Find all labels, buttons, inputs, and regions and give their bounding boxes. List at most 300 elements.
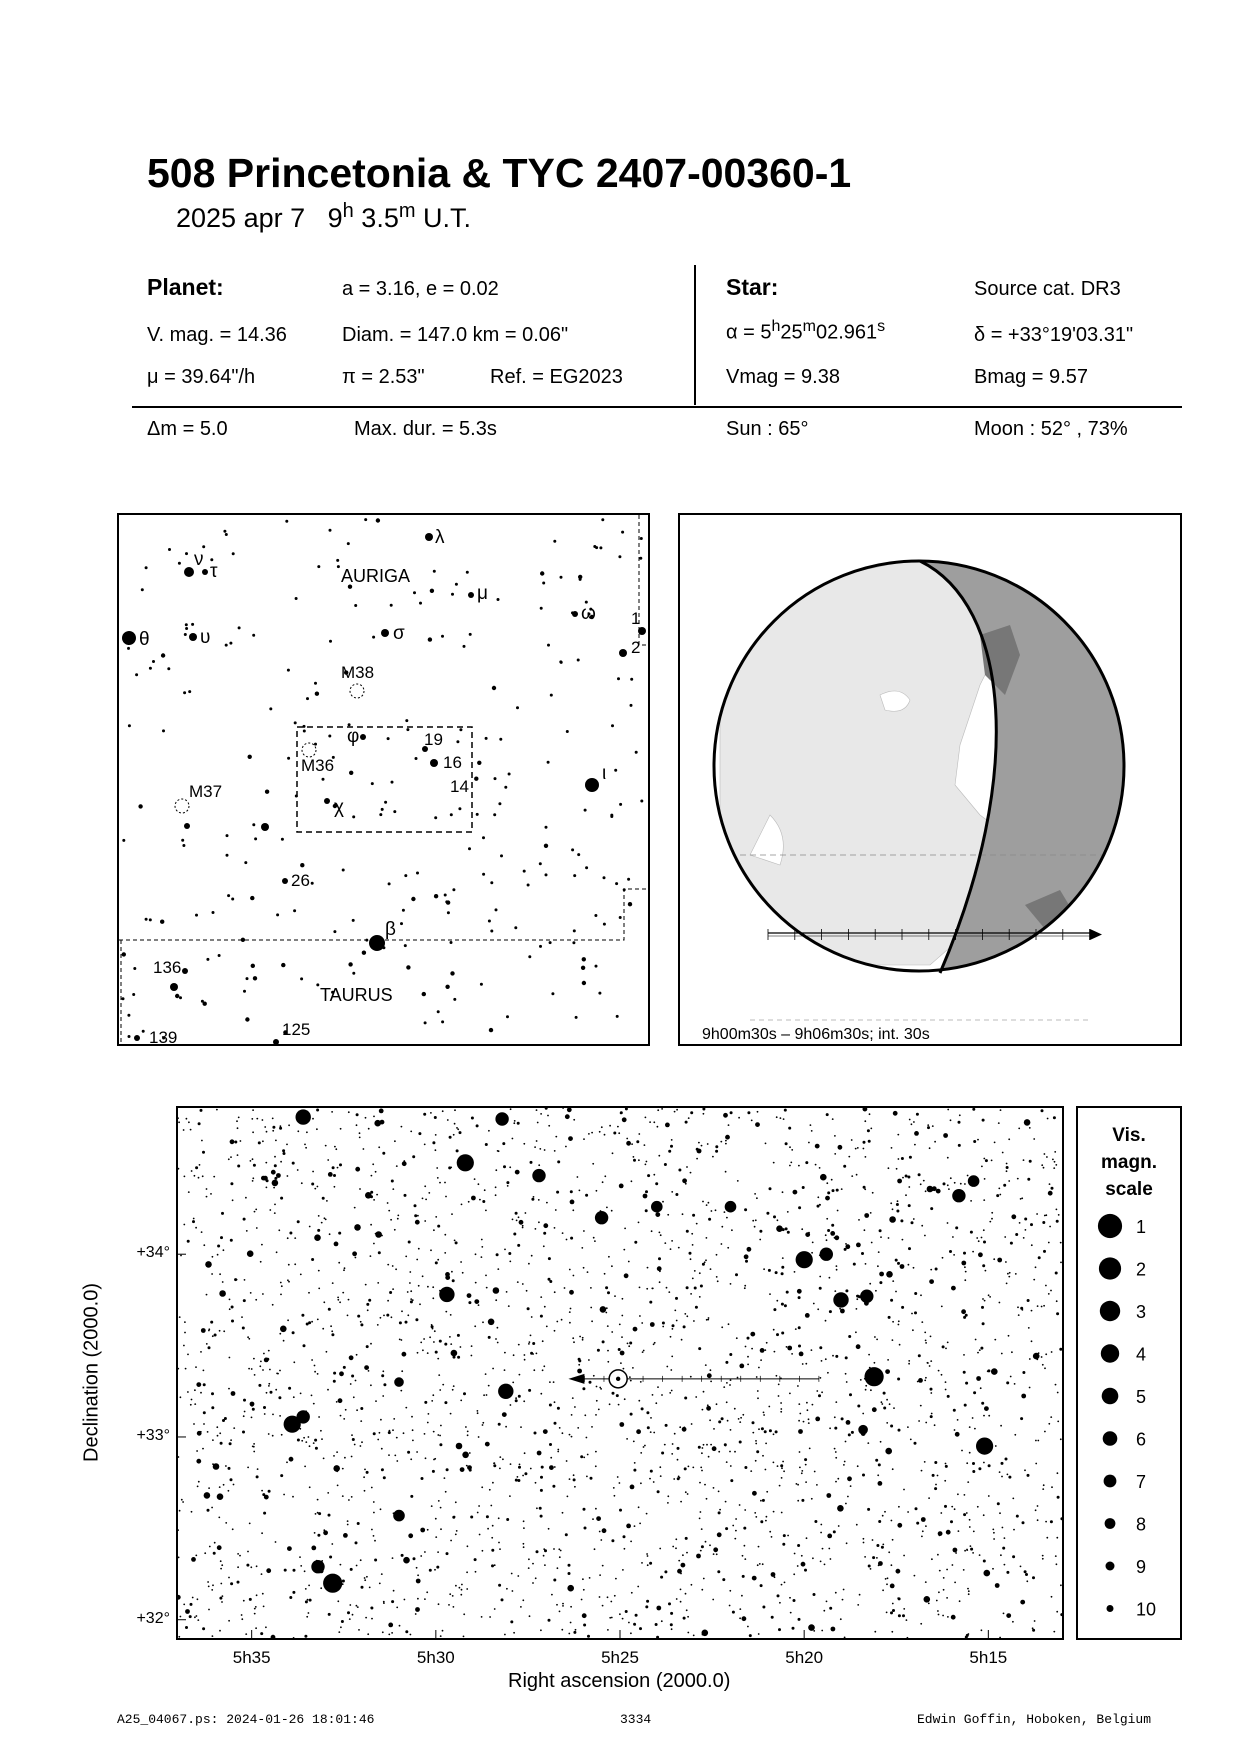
- field-star: [476, 813, 479, 816]
- field-star: [729, 1605, 731, 1607]
- field-star: [376, 518, 380, 522]
- star-lambda: [425, 533, 433, 541]
- field-star: [517, 1476, 519, 1478]
- field-star: [451, 593, 454, 596]
- field-star: [486, 1287, 488, 1289]
- field-star: [455, 1241, 458, 1244]
- field-star: [517, 1575, 519, 1577]
- field-star: [1018, 1314, 1020, 1316]
- field-star: [371, 1487, 373, 1489]
- field-star: [431, 1505, 433, 1507]
- field-star: [863, 1141, 866, 1144]
- field-star: [562, 1432, 564, 1434]
- field-star: [245, 1197, 247, 1199]
- field-star: [343, 1366, 346, 1369]
- field-star: [482, 1550, 484, 1552]
- field-star: [638, 1506, 640, 1508]
- field-star: [481, 1256, 483, 1258]
- field-star: [841, 1417, 844, 1420]
- field-star: [607, 1350, 609, 1352]
- field-star: [955, 1226, 958, 1229]
- field-star: [780, 1402, 782, 1404]
- field-star: [195, 1555, 197, 1557]
- field-star: [565, 1533, 568, 1536]
- field-star: [831, 1179, 833, 1181]
- field-star: [183, 691, 186, 694]
- field-star: [276, 913, 279, 916]
- field-star: [382, 1395, 384, 1397]
- field-star: [936, 1600, 938, 1602]
- field-star: [910, 1439, 912, 1441]
- field-star: [294, 1237, 296, 1239]
- field-star: [300, 1274, 302, 1276]
- field-star: [856, 1243, 861, 1248]
- field-star: [288, 1387, 291, 1390]
- field-star: [664, 1570, 667, 1573]
- field-star: [579, 578, 582, 581]
- field-star: [447, 1119, 449, 1121]
- field-star: [413, 1557, 416, 1560]
- field-star: [554, 1330, 556, 1332]
- field-star: [801, 1555, 803, 1557]
- field-star: [874, 1631, 876, 1633]
- field-star: [1055, 1384, 1057, 1386]
- field-star: [410, 1131, 412, 1133]
- field-star: [237, 1154, 239, 1156]
- field-star: [996, 1194, 999, 1197]
- field-star: [512, 1138, 514, 1140]
- field-star: [939, 1535, 941, 1537]
- field-star: [559, 1611, 561, 1613]
- field-star: [763, 1414, 765, 1416]
- field-star: [889, 1216, 896, 1223]
- field-star: [388, 1210, 390, 1212]
- field-star: [868, 1565, 871, 1568]
- field-star: [944, 1505, 947, 1508]
- field-star: [214, 1542, 216, 1544]
- field-star: [383, 1476, 386, 1479]
- field-star: [855, 1148, 857, 1150]
- field-star: [303, 1437, 305, 1439]
- field-star: [769, 1187, 772, 1190]
- field-star: [453, 1385, 455, 1387]
- field-star: [593, 1375, 595, 1377]
- field-star: [1041, 1164, 1043, 1166]
- field-star: [639, 1523, 641, 1525]
- finder-field-stars: [122, 518, 644, 1039]
- field-star: [381, 1468, 384, 1471]
- field-star: [701, 1545, 704, 1548]
- field-star: [712, 1599, 714, 1601]
- field-star: [187, 1240, 190, 1243]
- field-star: [999, 1637, 1001, 1638]
- field-star: [357, 1606, 359, 1608]
- field-star: [545, 873, 548, 876]
- field-star: [432, 1394, 434, 1396]
- field-star: [477, 1412, 479, 1414]
- field-star: [232, 1199, 234, 1201]
- field-star: [897, 1523, 902, 1528]
- field-star: [145, 918, 148, 921]
- field-star: [1026, 1580, 1028, 1582]
- field-star: [518, 1216, 520, 1218]
- field-star: [630, 1413, 633, 1416]
- field-star: [796, 1483, 798, 1485]
- field-star: [265, 1626, 267, 1628]
- field-star: [162, 729, 165, 732]
- field-star: [659, 1548, 661, 1550]
- field-star: [360, 1323, 363, 1326]
- field-star: [797, 1484, 799, 1486]
- field-star: [671, 1240, 673, 1242]
- field-star: [237, 1581, 240, 1584]
- field-star: [640, 1452, 642, 1454]
- field-star: [1041, 1109, 1044, 1112]
- field-star: [197, 1486, 199, 1488]
- field-star: [662, 1201, 664, 1203]
- field-star: [579, 1190, 581, 1192]
- field-star: [734, 1451, 736, 1453]
- field-star: [234, 1141, 237, 1144]
- bright-star: [297, 1410, 310, 1423]
- field-star: [293, 1361, 295, 1363]
- field-star: [332, 1282, 334, 1284]
- field-star: [530, 1161, 533, 1164]
- field-star: [503, 1165, 506, 1168]
- field-star: [317, 1186, 319, 1188]
- field-star: [481, 1246, 483, 1248]
- field-star: [834, 1290, 836, 1292]
- field-star: [223, 1484, 225, 1486]
- field-star: [202, 1627, 205, 1630]
- field-star: [895, 1291, 897, 1293]
- field-star: [206, 958, 209, 961]
- field-star: [943, 1589, 945, 1591]
- field-star: [930, 1207, 933, 1210]
- field-star: [433, 1431, 435, 1433]
- field-star: [982, 1119, 985, 1122]
- field-star: [184, 633, 187, 636]
- field-star: [754, 1193, 756, 1195]
- bright-star: [952, 1189, 965, 1202]
- field-star: [564, 1287, 566, 1289]
- field-star: [925, 1190, 927, 1192]
- field-star: [180, 1616, 182, 1618]
- field-star: [405, 1407, 407, 1409]
- field-star: [651, 1230, 653, 1232]
- field-star: [182, 1501, 184, 1503]
- field-star: [670, 1336, 672, 1338]
- field-star: [343, 1533, 348, 1538]
- constellation-boundary: [119, 889, 648, 940]
- field-star: [927, 1124, 929, 1126]
- field-star: [947, 1109, 949, 1111]
- field-star: [978, 1240, 980, 1242]
- field-star: [808, 1418, 810, 1420]
- field-star: [178, 1557, 180, 1559]
- field-star: [531, 1316, 533, 1318]
- field-star: [849, 1393, 852, 1396]
- field-star: [444, 1252, 446, 1254]
- field-star: [578, 1364, 580, 1366]
- field-star: [639, 1627, 642, 1630]
- field-star: [266, 1568, 271, 1573]
- field-star: [677, 1459, 679, 1461]
- field-star: [350, 1568, 353, 1571]
- field-star: [306, 1131, 308, 1133]
- field-star: [730, 1429, 732, 1431]
- field-star: [725, 1143, 727, 1145]
- field-star: [391, 1180, 394, 1183]
- field-star: [638, 1400, 640, 1402]
- field-star: [630, 1541, 632, 1543]
- field-star: [450, 1413, 452, 1415]
- bright-star: [651, 1201, 663, 1213]
- field-star: [348, 1111, 350, 1113]
- field-star: [889, 1403, 891, 1405]
- field-star: [415, 757, 418, 760]
- field-star: [657, 1266, 662, 1271]
- field-star: [915, 1507, 918, 1510]
- field-star: [518, 1344, 520, 1346]
- field-star: [638, 1222, 640, 1224]
- field-star: [744, 1545, 746, 1547]
- field-star: [381, 808, 384, 811]
- field-star: [623, 1368, 625, 1370]
- field-star: [757, 1397, 759, 1399]
- field-star: [371, 1618, 373, 1620]
- field-star: [913, 1218, 915, 1220]
- field-star: [727, 1420, 729, 1422]
- globe-land: [720, 555, 1140, 973]
- field-star: [233, 1484, 235, 1486]
- field-star: [544, 1549, 547, 1552]
- field-star: [920, 1623, 922, 1625]
- field-star: [611, 1539, 614, 1542]
- field-star: [243, 1399, 246, 1402]
- field-star: [752, 1576, 757, 1581]
- field-star: [348, 1499, 350, 1501]
- field-star: [266, 1358, 269, 1361]
- field-star: [494, 777, 497, 780]
- field-star: [340, 1564, 342, 1566]
- field-star: [920, 1405, 922, 1407]
- field-star: [984, 1178, 986, 1180]
- field-star: [193, 1218, 195, 1220]
- field-star: [1031, 1244, 1033, 1246]
- field-star: [373, 1512, 375, 1514]
- field-star: [582, 1613, 587, 1618]
- field-star: [602, 1605, 604, 1607]
- field-star: [301, 1182, 303, 1184]
- field-star: [515, 1479, 518, 1482]
- field-star: [570, 1606, 572, 1608]
- field-star: [850, 1485, 852, 1487]
- field-star: [520, 1426, 522, 1428]
- field-star: [530, 1468, 532, 1470]
- field-star: [211, 1589, 213, 1591]
- field-star: [803, 1421, 805, 1423]
- label-beta: β: [385, 919, 396, 940]
- field-star: [280, 1326, 287, 1333]
- field-star: [500, 854, 503, 857]
- field-star: [183, 1345, 185, 1347]
- field-star: [1038, 1256, 1041, 1259]
- field-star: [528, 1263, 530, 1265]
- field-star: [525, 1212, 527, 1214]
- field-star: [361, 1441, 363, 1443]
- field-star: [755, 1516, 757, 1518]
- field-star: [751, 1348, 753, 1350]
- field-star: [1002, 1152, 1004, 1154]
- field-star: [646, 1600, 649, 1603]
- field-star: [1018, 1128, 1020, 1130]
- field-star: [434, 1116, 437, 1119]
- field-star: [939, 1570, 941, 1572]
- field-star: [620, 1112, 622, 1114]
- field-star: [406, 728, 409, 731]
- field-star: [630, 678, 633, 681]
- field-star: [485, 1143, 488, 1146]
- field-star: [1035, 1440, 1037, 1442]
- field-star: [570, 1622, 572, 1624]
- field-star: [982, 1298, 984, 1300]
- field-star: [316, 983, 319, 986]
- field-star: [459, 728, 462, 731]
- field-star: [256, 1227, 258, 1229]
- field-star: [255, 1627, 257, 1629]
- field-star: [954, 1429, 956, 1431]
- field-star: [1048, 1242, 1050, 1244]
- field-star: [668, 1602, 671, 1605]
- field-star: [628, 902, 632, 906]
- field-star: [886, 1612, 888, 1614]
- label-iota: ι: [602, 763, 607, 784]
- field-star: [313, 1442, 315, 1444]
- field-star: [278, 1396, 281, 1399]
- field-star: [1043, 1250, 1046, 1253]
- field-star: [311, 1546, 316, 1551]
- field-star: [954, 1582, 956, 1584]
- field-star: [1008, 1476, 1011, 1479]
- field-star: [865, 1385, 867, 1387]
- field-star: [540, 607, 543, 610]
- field-star: [145, 566, 148, 569]
- field-star: [1037, 1440, 1039, 1442]
- field-star: [268, 1433, 270, 1435]
- field-star: [573, 1341, 575, 1343]
- field-star: [354, 1207, 356, 1209]
- field-star: [863, 1542, 865, 1544]
- field-star: [556, 1191, 559, 1194]
- field-star: [428, 1192, 430, 1194]
- field-star: [545, 826, 548, 829]
- field-star: [867, 1129, 870, 1132]
- field-star: [253, 1451, 255, 1453]
- field-star: [203, 1244, 205, 1246]
- field-star: [921, 1225, 923, 1227]
- field-star: [200, 1392, 202, 1394]
- field-star: [710, 1444, 712, 1446]
- field-star: [700, 1467, 702, 1469]
- field-star: [784, 1582, 786, 1584]
- field-star: [454, 1240, 456, 1242]
- field-star: [965, 1382, 968, 1385]
- field-star: [280, 1474, 283, 1477]
- field-star: [1005, 1261, 1007, 1263]
- field-star: [261, 1532, 263, 1534]
- field-star: [580, 1455, 583, 1458]
- field-star: [546, 1326, 548, 1328]
- field-star: [247, 1250, 254, 1257]
- field-star: [899, 1344, 901, 1346]
- field-star: [720, 1141, 722, 1143]
- field-star: [382, 1631, 384, 1633]
- field-star: [776, 1375, 778, 1377]
- field-star: [863, 1186, 866, 1189]
- field-star: [541, 1466, 544, 1469]
- field-star: [347, 1520, 349, 1522]
- field-star: [488, 1130, 490, 1132]
- field-star: [897, 1179, 902, 1184]
- field-star: [544, 1306, 546, 1308]
- field-star: [745, 1260, 748, 1263]
- field-star: [456, 1530, 458, 1532]
- field-star: [868, 1140, 871, 1143]
- field-star: [744, 1509, 746, 1511]
- field-star: [903, 1608, 905, 1610]
- field-star: [457, 1128, 459, 1130]
- field-star: [469, 1452, 471, 1454]
- field-star: [427, 1286, 429, 1288]
- field-star: [1019, 1222, 1021, 1224]
- field-star: [892, 1539, 894, 1541]
- field-star: [337, 1299, 339, 1301]
- field-star: [537, 1451, 542, 1456]
- y-tick-label: +34°: [136, 1244, 170, 1262]
- field-star: [430, 589, 434, 593]
- field-star: [913, 1121, 915, 1123]
- field-star: [542, 582, 545, 585]
- field-star: [276, 1373, 278, 1375]
- field-star: [739, 1441, 742, 1444]
- bright-star: [457, 1154, 474, 1171]
- field-star: [708, 1317, 710, 1319]
- field-star: [691, 1423, 693, 1425]
- field-star: [670, 1612, 673, 1615]
- field-star: [238, 1117, 240, 1119]
- field-star: [711, 1210, 713, 1212]
- magnitude-sample: [1104, 1475, 1117, 1488]
- field-star: [314, 1371, 316, 1373]
- field-star: [322, 1328, 324, 1330]
- label-nu: ν: [194, 549, 204, 570]
- footer-number: 3334: [620, 1712, 652, 1727]
- field-star: [855, 1331, 857, 1333]
- field-star: [583, 1230, 585, 1232]
- field-star: [826, 1182, 828, 1184]
- field-star: [977, 1139, 979, 1141]
- field-star: [697, 1151, 699, 1153]
- field-star: [384, 801, 387, 804]
- star-mu: [468, 592, 474, 598]
- field-star: [964, 1183, 966, 1185]
- field-star: [540, 571, 544, 575]
- field-star: [185, 627, 188, 630]
- magnitude-sample: [1106, 1562, 1115, 1571]
- field-star: [326, 1351, 328, 1353]
- field-star: [372, 1163, 374, 1165]
